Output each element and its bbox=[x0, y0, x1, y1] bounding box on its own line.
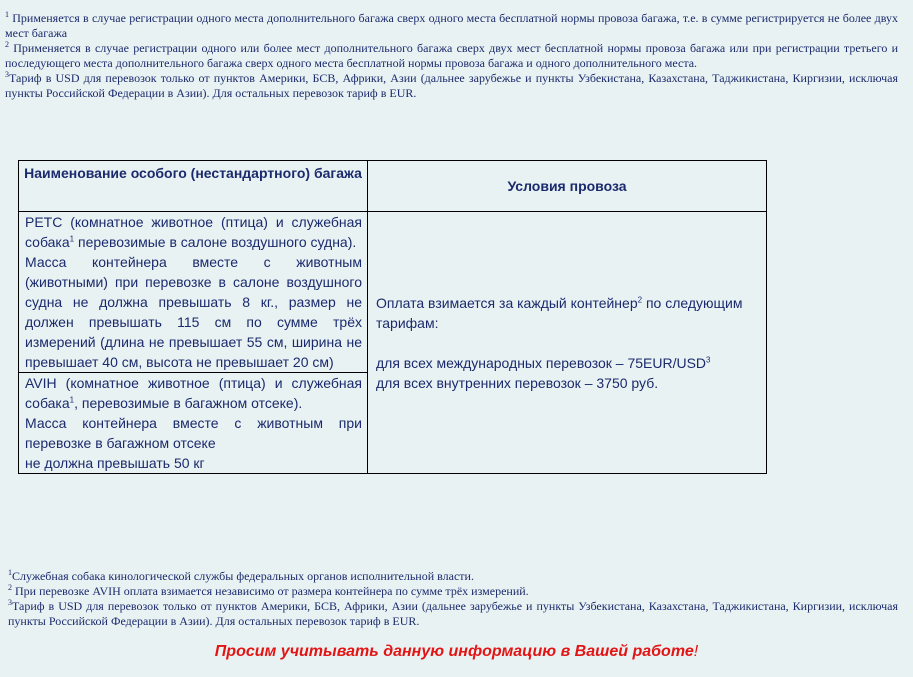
table-header-row bbox=[19, 161, 767, 212]
footnote-marker: 1 bbox=[69, 234, 75, 244]
footnote-text: Служебная собака кинологической службы федеральных органов исполнительной власти. bbox=[12, 569, 474, 583]
footnote bbox=[8, 569, 898, 584]
table-row bbox=[19, 212, 767, 373]
footnote-text: Тариф в USD для перевозок только от пунктов Америки, БСВ, Африки, Азии (дальнее зарубежье и пункты Узбекистана, Казахстана, Таджикистана, Киргизии, исключая пункты Российской Федерации в Азии). Для остальных перевозок тариф в EUR. bbox=[5, 71, 898, 100]
avih-limits: Масса контейнера вместе с животным при перевозке в багажном отсеке bbox=[25, 415, 362, 451]
footnote-marker: 2 bbox=[637, 294, 643, 304]
petc-limits: Масса контейнера вместе с животным (животными) при перевозке в салоне воздушного судна не должна превышать 8 кг., размер не должен превышать 115 см по сумме трёх измерений (длина не превышает 55 см, ширина не превышает 40 см, высота не превышает 20 см) bbox=[25, 254, 362, 370]
footnote bbox=[8, 584, 898, 599]
footnote-text: При перевозке AVIH оплата взимается независимо от размера контейнера по сумме трёх измерений. bbox=[12, 584, 529, 598]
avih-cell bbox=[19, 373, 368, 474]
header-item-name: Наименование особого (нестандартного) багажа bbox=[19, 161, 368, 212]
avih-weight: не должна превышать 50 кг bbox=[25, 455, 205, 471]
conditions-intro: Оплата взимается за каждый контейнер$^2$ по следующим тарифам: bbox=[376, 294, 743, 331]
international-rate: для всех международных перевозок – 75EUR/USD$^3$ bbox=[376, 354, 711, 371]
footnote-marker: 3 bbox=[5, 70, 9, 79]
bottom-footnotes bbox=[8, 569, 898, 629]
footnote bbox=[8, 599, 898, 629]
conditions-cell bbox=[368, 212, 767, 474]
domestic-rate: для всех внутренних перевозок – 3750 руб. bbox=[376, 374, 659, 391]
footnote bbox=[5, 41, 898, 71]
top-footnotes bbox=[5, 11, 898, 101]
special-baggage-table bbox=[18, 160, 767, 474]
footnote-marker: 2 bbox=[5, 40, 9, 49]
footnote-text: Применяется в случае регистрации одного места дополнительного багажа сверх одного места бесплатной нормы провоза багажа, т.е. в сумме регистрируется не более двух мест багажа bbox=[5, 11, 898, 40]
notice-message: Просим учитывать данную информацию в Вашей работе! bbox=[214, 643, 699, 660]
avih-title: AVIH (комнатное животное (птица) и служебная собака$^1$, перевозимые в багажном отсеке). bbox=[25, 375, 362, 411]
footnote-marker: 1 bbox=[5, 10, 9, 19]
footnote-text: Применяется в случае регистрации одного или более мест дополнительного багажа сверх двух мест бесплатной нормы провоза багажа или при регистрации третьего и последующего места дополнительного багажа сверх одного места бесплатной нормы провоза багажа и одного дополнительного места. bbox=[5, 41, 898, 70]
footnote bbox=[5, 71, 898, 101]
footnote bbox=[5, 11, 898, 41]
footnote-marker: 3 bbox=[706, 354, 711, 364]
footnote-marker: 1 bbox=[8, 568, 12, 577]
footnote-marker: 2 bbox=[8, 583, 12, 592]
footnote-marker: 1 bbox=[69, 395, 75, 405]
footnote-text: Тариф в USD для перевозок только от пунктов Америки, БСВ, Африки, Азии (дальнее зарубежье и пункты Узбекистана, Казахстана, Таджикистана, Киргизии, исключая пункты Российской Федерации в Азии). Для остальных перевозок тариф в EUR. bbox=[8, 599, 898, 628]
footnote-marker: 3 bbox=[8, 598, 12, 607]
header-conditions: Условия провоза bbox=[368, 161, 767, 212]
petc-title: PETC (комнатное животное (птица) и служебная собака$^1$ перевозимые в салоне воздушного судна). bbox=[25, 214, 362, 250]
petc-cell bbox=[19, 212, 368, 373]
